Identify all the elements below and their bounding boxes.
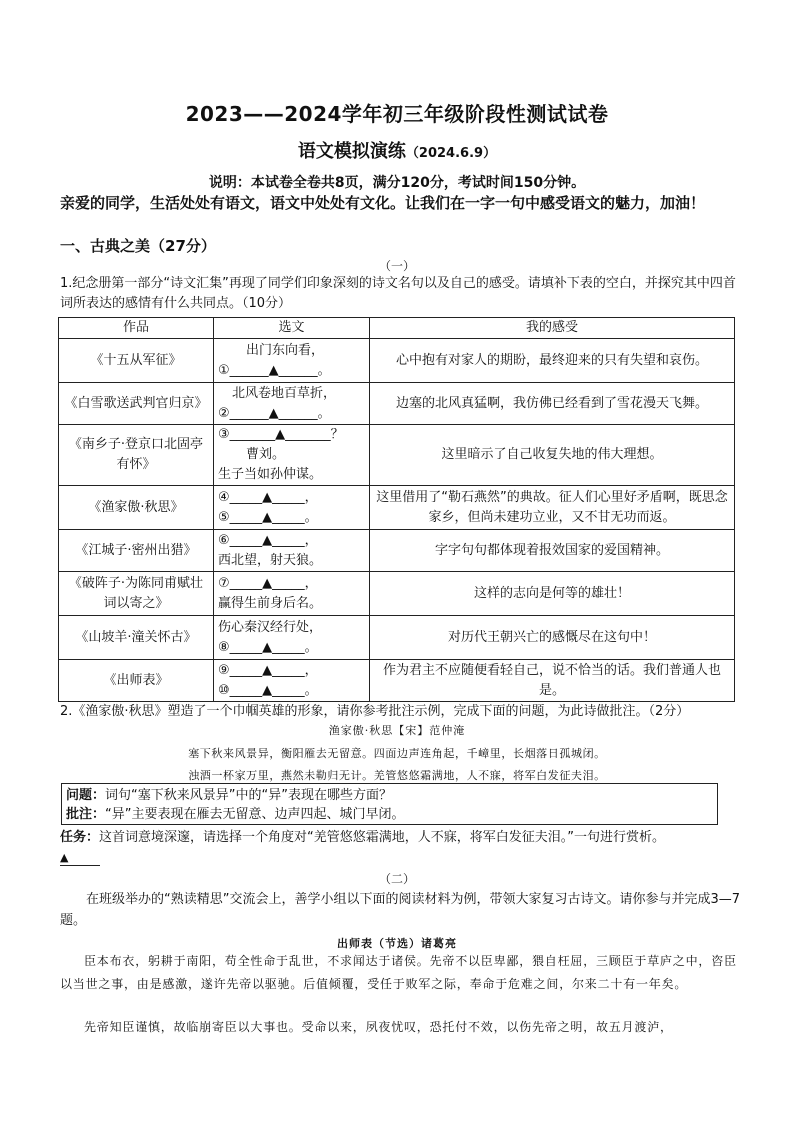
fill-in-blank-line[interactable]: ⑦_____▲_____，	[218, 575, 318, 591]
part-marker-1: （一）	[378, 259, 415, 273]
question-label: 问题：	[66, 788, 106, 803]
work-title-cell: 《白雪歌送武判官归京》	[59, 383, 214, 425]
work-title-cell: 《破阵子·为陈同甫赋壮词以寄之》	[59, 572, 214, 616]
fill-in-blank-line[interactable]: ⑥_____▲_____，	[218, 532, 318, 548]
exam-subtitle	[0, 137, 794, 163]
excerpt-cell	[214, 339, 370, 383]
annotation-example-box	[61, 783, 718, 825]
excerpt-cell	[214, 530, 370, 572]
table-row	[59, 660, 735, 702]
exam-instructions: 说明：本试卷全卷共8页，满分120分，考试时间150分钟。	[208, 175, 586, 191]
essay-paragraph-1: 臣本布衣，躬耕于南阳，苟全性命于乱世，不求闻达于诸侯。先帝不以臣卑鄙，猥自枉屈，三顾臣于草庐之中，咨臣以当世之事，由是感激，遂许先帝以驱驰。后值倾覆，受任于败军之际，奉命于危难之间，尔来二十有一年矣。	[60, 954, 737, 991]
feeling-cell: 对历代王朝兴亡的感慨尽在这句中！	[370, 616, 735, 660]
feeling-cell: 心中抱有对家人的期盼，最终迎来的只有失望和哀伤。	[370, 339, 735, 383]
col-header-excerpt: 选文	[214, 318, 370, 339]
annotation-text: “异”主要表现在雁去无留意、边声四起、城门早闭。	[105, 807, 405, 822]
table-row	[59, 486, 735, 530]
fill-in-blank-line[interactable]: ⑤_____▲_____。	[218, 509, 318, 525]
subtitle-text: 语文模拟演练	[297, 141, 406, 162]
table-row	[59, 383, 735, 425]
fill-in-blank-line[interactable]: ⑩_____▲_____。	[218, 682, 318, 698]
greeting-paragraph: 亲爱的同学，生活处处有语文，语文中处处有文化。让我们在一字一句中感受语文的魅力，加油！	[60, 194, 706, 212]
fill-in-blank-line[interactable]: ⑨_____▲_____，	[218, 662, 318, 678]
excerpt-line: 西北望，射天狼。	[218, 552, 323, 568]
work-title-cell: 《出师表》	[59, 660, 214, 702]
fill-in-blank-line[interactable]: ①______▲______。	[218, 362, 331, 378]
poetry-table	[58, 317, 735, 702]
essay-title: 出师表（节选）诸葛亮	[337, 937, 457, 950]
excerpt-line: 北风卷地百草折，	[232, 385, 337, 401]
fill-in-blank-line[interactable]: ④_____▲_____，	[218, 489, 318, 505]
task-prompt	[60, 828, 740, 868]
col-header-work: 作品	[59, 318, 214, 339]
fill-in-blank-line[interactable]: ③_______▲_______？	[218, 427, 344, 442]
poem-line-2: 浊酒一杯家万里，燕然未勒归无计。羌管悠悠霜满地，人不寐，将军白发征夫泪。	[188, 769, 606, 782]
feeling-cell: 边塞的北风真猛啊，我仿佛已经看到了雪花漫天飞舞。	[370, 383, 735, 425]
table-row	[59, 530, 735, 572]
excerpt-line: 伤心秦汉经行处，	[218, 619, 323, 635]
excerpt-line: 赢得生前身后名。	[218, 595, 323, 611]
part-marker-2: （二）	[378, 872, 415, 886]
fill-in-blank-line[interactable]: ⑧_____▲_____。	[218, 639, 318, 655]
fill-in-blank-line[interactable]: ②______▲______。	[218, 405, 331, 421]
excerpt-cell	[214, 486, 370, 530]
excerpt-cell	[214, 383, 370, 425]
question-2: 2.《渔家傲·秋思》塑造了一个巾帼英雄的形象，请你参考批注示例，完成下面的问题，为此诗做批注。（2分）	[60, 704, 690, 719]
essay-paragraph-2: 先帝知臣谨慎，故临崩寄臣以大事也。受命以来，夙夜忧叹，恐托付不效，以伤先帝之明，故五月渡泸，	[84, 1020, 673, 1034]
poem-line-1: 塞下秋来风景异，衡阳雁去无留意。四面边声连角起，千嶂里，长烟落日孤城闭。	[188, 747, 606, 760]
example-annotation	[66, 805, 713, 824]
annotation-label: 批注：	[66, 807, 106, 822]
work-title-cell: 《江城子·密州出猎》	[59, 530, 214, 572]
task-answer-blank[interactable]	[60, 851, 100, 866]
feeling-cell: 这里借用了“勒石燕然”的典故。征人们心里好矛盾啊，既思念家乡，但尚未建功立业，又不甘无功而返。	[370, 486, 735, 530]
feeling-cell: 这里暗示了自己收复失地的伟大理想。	[370, 425, 735, 486]
excerpt-line: 出门东向看，	[246, 342, 325, 358]
section-heading: 一、古典之美（27分）	[60, 237, 216, 255]
table-row	[59, 572, 735, 616]
example-question	[66, 786, 713, 805]
poem-title: 渔家傲·秋思【宋】范仲淹	[328, 724, 466, 737]
excerpt-cell	[214, 572, 370, 616]
table-row	[59, 616, 735, 660]
table-body	[59, 339, 735, 702]
excerpt-line: 生子当如孙仲谋。	[218, 467, 323, 482]
exam-date: （2024.6.9）	[405, 146, 497, 161]
question-text: 词句“塞下秋来风景异”中的“异”表现在哪些方面？	[105, 788, 392, 803]
answer-marker: ▲	[60, 851, 69, 864]
table-row	[59, 339, 735, 383]
work-title-cell: 《南乡子·登京口北固亭有怀》	[59, 425, 214, 486]
task-label: 任务：	[60, 830, 100, 845]
part2-intro: 在班级举办的“熟读精思”交流会上，善学小组以下面的阅读材料为例，带领大家复习古诗文。请你参与并完成3—7题。	[60, 892, 741, 928]
feeling-cell: 作为君主不应随便看轻自己，说不恰当的话。我们普通人也是。	[370, 660, 735, 702]
feeling-cell: 字字句句都体现着报效国家的爱国精神。	[370, 530, 735, 572]
col-header-feeling: 我的感受	[370, 318, 735, 339]
exam-title: 2023——2024学年初三年级阶段性测试试卷	[185, 102, 609, 126]
table-header-row	[59, 318, 735, 339]
table-row	[59, 425, 735, 486]
excerpt-cell	[214, 425, 370, 486]
feeling-cell: 这样的志向是何等的雄壮！	[370, 572, 735, 616]
excerpt-cell	[214, 660, 370, 702]
task-text: 这首词意境深邃，请选择一个角度对“羌管悠悠霜满地，人不寐，将军白发征夫泪。”一句进行赏析。	[99, 830, 665, 845]
excerpt-cell	[214, 616, 370, 660]
work-title-cell: 《渔家傲·秋思》	[59, 486, 214, 530]
work-title-cell: 《山坡羊·潼关怀古》	[59, 616, 214, 660]
work-title-cell: 《十五从军征》	[59, 339, 214, 383]
question-1: 1.纪念册第一部分“诗文汇集”再现了同学们印象深刻的诗文名句以及自己的感受。请填补下表的空白，并探究其中四首词所表达的感情有什么共同点。（10分）	[60, 276, 736, 311]
excerpt-line: 曹刘。	[246, 447, 286, 462]
